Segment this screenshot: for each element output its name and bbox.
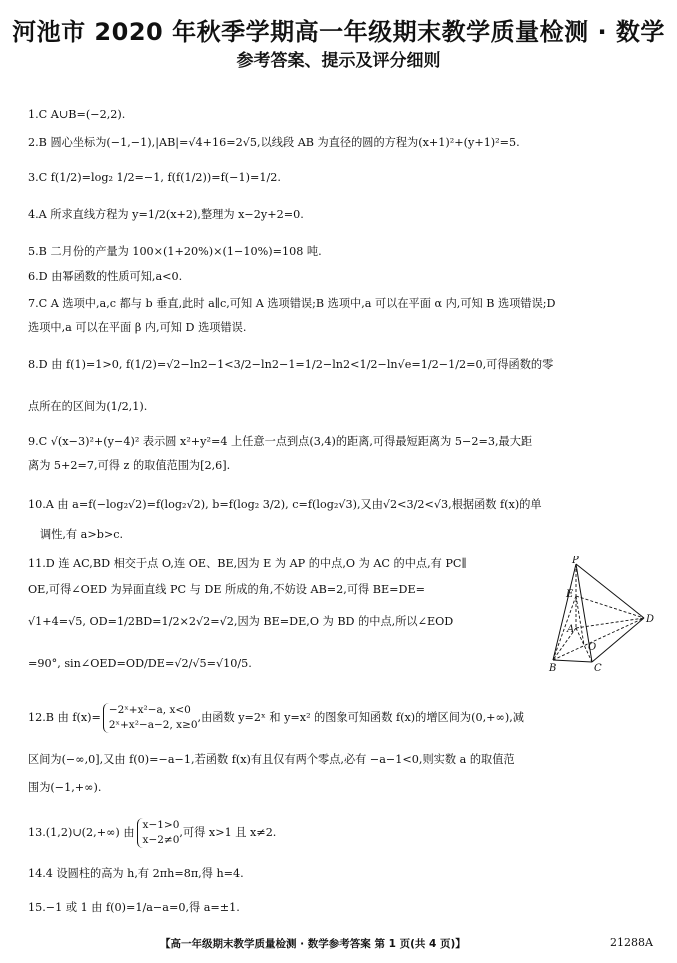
- answer-2: 2.B 圆心坐标为(−1,−1),|AB|=√4+16=2√5,以线段 AB 为直径的圆的方程为(x+1)²+(y+1)²=5.: [28, 136, 520, 149]
- footer-code: 21288A: [610, 936, 653, 949]
- answer-10-line-1: 10.A 由 a=f(−log₂√2)=f(log₂√2), b=f(log₂ 3/2), c=f(log₂√3),又由√2<3/2<√3,根据函数 f(x)的单: [28, 498, 542, 511]
- label-D: D: [646, 614, 655, 625]
- answer-12-line-3: 围为(−1,+∞).: [28, 781, 102, 794]
- page-subtitle: 参考答案、提示及评分细则: [236, 51, 441, 71]
- label-C: C: [594, 663, 602, 674]
- label-P: P: [572, 556, 579, 566]
- answer-4: 4.A 所求直线方程为 y=1/2(x+2),整理为 x−2y+2=0.: [28, 208, 304, 221]
- answer-12-lead: 12.B 由 f(x)=: [28, 711, 101, 724]
- answer-13: [28, 818, 276, 848]
- answer-3: 3.C f(1/2)=log₂ 1/2=−1, f(f(1/2))=f(−1)=1/2.: [28, 171, 281, 184]
- answer-13-tail: ,可得 x>1 且 x≠2.: [179, 826, 277, 839]
- answer-11-line-4: =90°, sin∠OED=OD/DE=√2/√5=√10/5.: [28, 657, 252, 670]
- label-E: E: [566, 589, 574, 600]
- footer-page-info: 【高一年级期末教学质量检测 · 数学参考答案 第 1 页(共 4 页)】: [160, 938, 466, 950]
- answer-12-line-2: 区间为(−∞,0],又由 f(0)=−a−1,若函数 f(x)有且仅有两个零点,必有 −a−1<0,则实数 a 的取值范: [28, 753, 515, 766]
- answer-14: 14.4 设圆柱的高为 h,有 2πh=8π,得 h=4.: [28, 867, 244, 880]
- pyramid-figure: [540, 556, 660, 674]
- answer-11-line-2: OE,可得∠OED 为异面直线 PC 与 DE 所成的角,不妨设 AB=2,可得 BE=DE=: [28, 583, 426, 596]
- label-A: A: [567, 624, 575, 635]
- piecewise-brace: [103, 703, 198, 733]
- answer-8-line-1: 8.D 由 f(1)=1>0, f(1/2)=√2−ln2−1<3/2−ln2−1=1/2−ln2<1/2−ln√e=1/2−1/2=0,可得函数的零: [28, 358, 554, 371]
- answer-12-line-1: [28, 703, 524, 733]
- answer-12-tail: ,由函数 y=2ˣ 和 y=x² 的图象可知函数 f(x)的增区间为(0,+∞),减: [197, 711, 524, 724]
- answer-6: 6.D 由幂函数的性质可知,a<0.: [28, 270, 183, 283]
- answer-11-line-1: 11.D 连 AC,BD 相交于点 O,连 OE、BE,因为 E 为 AP 的中点,O 为 AC 的中点,有 PC∥: [28, 557, 467, 570]
- answer-5: 5.B 二月份的产量为 100×(1+20%)×(1−10%)=108 吨.: [28, 245, 322, 258]
- label-O: O: [588, 642, 597, 653]
- segment-ED: [576, 596, 644, 618]
- label-B: B: [549, 663, 557, 674]
- answer-10-line-2: 调性,有 a>b>c.: [40, 528, 124, 541]
- answer-9-line-2: 离为 5+2=7,可得 z 的取值范围为[2,6].: [28, 459, 231, 472]
- edge-PD: [576, 564, 644, 618]
- answer-1: 1.C A∪B=(−2,2).: [28, 108, 126, 121]
- answer-11-line-3: √1+4=√5, OD=1/2BD=1/2×2√2=√2,因为 BE=DE,O 为 BD 的中点,所以∠EOD: [28, 615, 454, 628]
- answer-7-line-1: 7.C A 选项中,a,c 都与 b 垂直,此时 a∥c,可知 A 选项错误;B 选项中,a 可以在平面 α 内,可知 B 选项错误;D: [28, 297, 556, 310]
- condition-1: x−1>0: [142, 819, 180, 831]
- edge-PB: [553, 564, 576, 660]
- system-brace: [137, 818, 180, 848]
- answer-9-line-1: 9.C √(x−3)²+(y−4)² 表示圆 x²+y²=4 上任意一点到点(3,4)的距离,可得最短距离为 5−2=3,最大距: [28, 435, 533, 448]
- case-1: −2ˣ+x²−a, x<0: [108, 704, 191, 716]
- edge-CD: [592, 618, 644, 662]
- case-2: 2ˣ+x²−a−2, x≥0: [108, 719, 198, 731]
- answer-15: 15.−1 或 1 由 f(0)=1/a−a=0,得 a=±1.: [28, 901, 240, 914]
- answer-8-line-2: 点所在的区间为(1/2,1).: [28, 400, 148, 413]
- answer-13-lead: 13.(1,2)∪(2,+∞) 由: [28, 826, 135, 839]
- answer-7-line-2: 选项中,a 可以在平面 β 内,可知 D 选项错误.: [28, 321, 247, 334]
- edge-BC: [553, 660, 592, 662]
- page-title: 河池市 2020 年秋季学期高一年级期末教学质量检测 · 数学: [12, 18, 665, 46]
- condition-2: x−2≠0: [142, 834, 180, 846]
